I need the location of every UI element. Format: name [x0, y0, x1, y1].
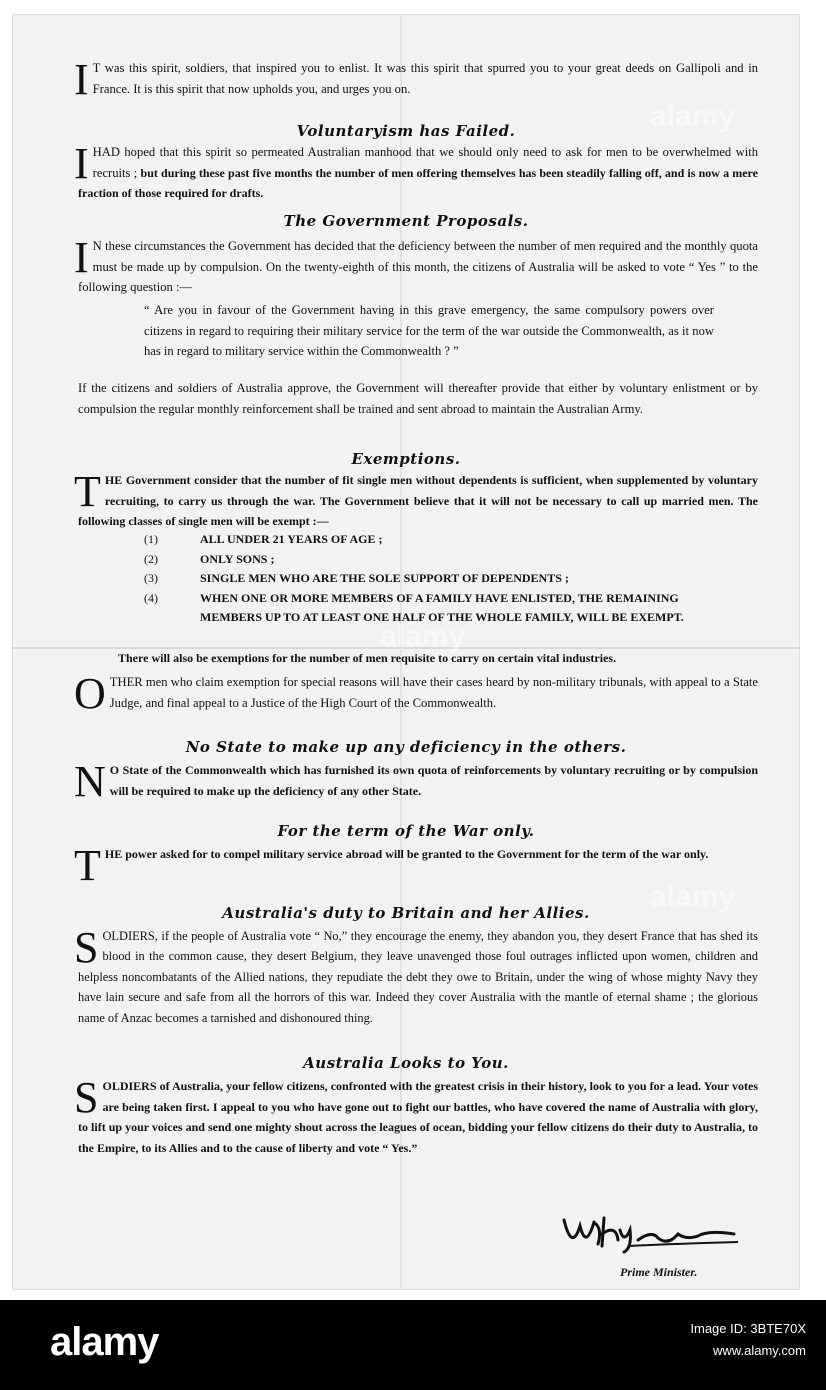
exemptions-dropcap: T	[74, 467, 101, 516]
exemption-number: (1)	[144, 532, 158, 546]
proposals-after: If the citizens and soldiers of Australia approve, the Government will thereafter provide that either by voluntary enlistment or by compulsion the regular monthly reinforcement shall be trained and sent abroad to maintain the Australian Army.	[78, 381, 758, 416]
exemption-number: (2)	[144, 551, 158, 566]
exemptions-text: HE Government consider that the number of fit single men without dependents is sufficient, when supplemented by voluntary recruiting, to carry us through the war. The Government believe that it will not be necessary to call up married men. The following classes of single men will be exempt :—	[78, 473, 758, 529]
other-dropcap: O	[74, 669, 106, 718]
looks-paragraph	[74, 1073, 758, 1158]
other-paragraph	[74, 669, 758, 718]
signature-image	[558, 1200, 748, 1260]
duty-dropcap: S	[74, 923, 99, 972]
exemption-item	[144, 550, 764, 570]
duty-text: OLDIERS, if the people of Australia vote “ No,” they encourage the enemy, they abandon you, they desert France that has shed its blood in the common cause, they desert Belgium, they leave unavenged those foul outrages inflicted upon women, children and helpless noncombatants of the Allied nations, they repudiate the debt they owe to Britain, under the wing of whose mighty Navy they have lain secure and safe from all the horrors of this war. Indeed they cover Australia with the mantle of eternal shame ; the glorious name of Anzac becomes a tarnished and dishonoured thing.	[78, 929, 758, 1025]
looks-dropcap: S	[74, 1073, 99, 1122]
term-text: HE power asked for to compel military service abroad will be granted to the Government for the term of the war only.	[104, 847, 709, 861]
duty-heading: Australia's duty to Britain and her Allies.	[222, 904, 590, 922]
exemptions-paragraph	[74, 467, 758, 532]
footer-info	[690, 1318, 806, 1362]
exemptions-heading: Exemptions.	[351, 450, 461, 468]
nostate-heading: No State to make up any deficiency in the others.	[185, 738, 627, 756]
referendum-question: “ Are you in favour of the Government having in this grave emergency, the same compulsory powers over citizens in regard to requiring their military service for the term of the war outside the Commonwealth, as it now has in regard to military service within the Commonwealth ? ”	[144, 303, 714, 359]
exemption-text: ONLY SONS ;	[200, 551, 275, 566]
exemption-text: SINGLE MEN WHO ARE THE SOLE SUPPORT OF DEPENDENTS ;	[200, 571, 569, 585]
watermark-text: alamy	[380, 620, 466, 653]
duty-paragraph	[74, 923, 758, 1028]
nostate-text: O State of the Commonwealth which has furnished its own quota of reinforcements by voluntary recruiting or by compulsion will be required to make up the deficiency of any other State.	[109, 763, 758, 798]
nostate-dropcap: N	[74, 757, 106, 806]
watermark-text: alamy	[650, 880, 736, 913]
exemption-item	[144, 569, 764, 589]
exemption-text: WHEN ONE OR MORE MEMBERS OF A FAMILY HAVE ENLISTED, THE REMAINING MEMBERS UP TO AT LEAST ONE HALF OF THE WHOLE FAMILY, WILL BE EXEMPT.	[200, 590, 684, 624]
voluntaryism-text: HAD hoped that this spirit so permeated Australian manhood that we should only need to ask for men to be overwhelmed with recruits ;	[92, 145, 758, 180]
exemptions-list	[144, 530, 764, 628]
nostate-paragraph	[74, 757, 758, 806]
exemption-item	[144, 530, 764, 550]
proposals-heading: The Government Proposals.	[283, 212, 529, 230]
signature-title: Prime Minister.	[620, 1265, 698, 1279]
intro-dropcap: I	[74, 55, 89, 104]
watermark-text: alamy	[650, 100, 736, 133]
stock-footer-bar	[0, 1300, 826, 1390]
voluntaryism-dropcap: I	[74, 139, 89, 188]
exemption-number: (3)	[144, 571, 158, 585]
exemption-text: ALL UNDER 21 YEARS OF AGE ;	[200, 532, 383, 546]
looks-heading: Australia Looks to You.	[303, 1054, 509, 1072]
voluntaryism-heading: Voluntaryism has Failed.	[296, 122, 516, 140]
term-heading: For the term of the War only.	[277, 822, 535, 840]
intro-text: T was this spirit, soldiers, that inspired you to enlist. It was this spirit that spurred you to your great deeds on Gallipoli and in France. It is this spirit that now upholds you, and urges you on.	[92, 61, 758, 96]
image-id: Image ID: 3BTE70X	[690, 1321, 806, 1336]
term-paragraph	[74, 841, 758, 890]
proposals-paragraph	[74, 233, 758, 298]
intro-paragraph	[74, 55, 758, 104]
term-dropcap: T	[74, 841, 101, 890]
site-url[interactable]: www.alamy.com	[713, 1343, 806, 1358]
exemption-number: (4)	[144, 590, 158, 605]
voluntaryism-paragraph	[74, 139, 758, 204]
other-text: THER men who claim exemption for special reasons will have their cases heard by non-military tribunals, with appeal to a State Judge, and final appeal to a Justice of the High Court of the Commonwealth.	[109, 675, 758, 710]
alamy-logo: alamy	[50, 1320, 159, 1364]
exemptions-also: There will also be exemptions for the number of men requisite to carry on certain vital industries.	[118, 651, 617, 665]
looks-text: OLDIERS of Australia, your fellow citizens, confronted with the greatest crisis in their history, look to you for a lead. Your votes are being taken first. I appeal to you who have gone out to fight our battles, who have covered the name of Australia with glory, to lift up your voices and send one mighty shout across the leagues of ocean, bidding your fellow citizens do their duty to Australia, to the Empire, to its Allies and to the cause of liberty and vote “ Yes.”	[78, 1079, 758, 1155]
proposals-dropcap: I	[74, 233, 89, 282]
proposals-text: N these circumstances the Government has decided that the deficiency between the number of men required and the monthly quota must be made up by compulsion. On the twenty-eighth of this month, the citizens of Australia will be asked to vote “ Yes ” to the following question :—	[78, 239, 758, 295]
voluntaryism-bold-text: but during these past five months the number of men offering themselves has been steadily falling off, and is now a mere fraction of those required for drafts.	[78, 165, 758, 201]
